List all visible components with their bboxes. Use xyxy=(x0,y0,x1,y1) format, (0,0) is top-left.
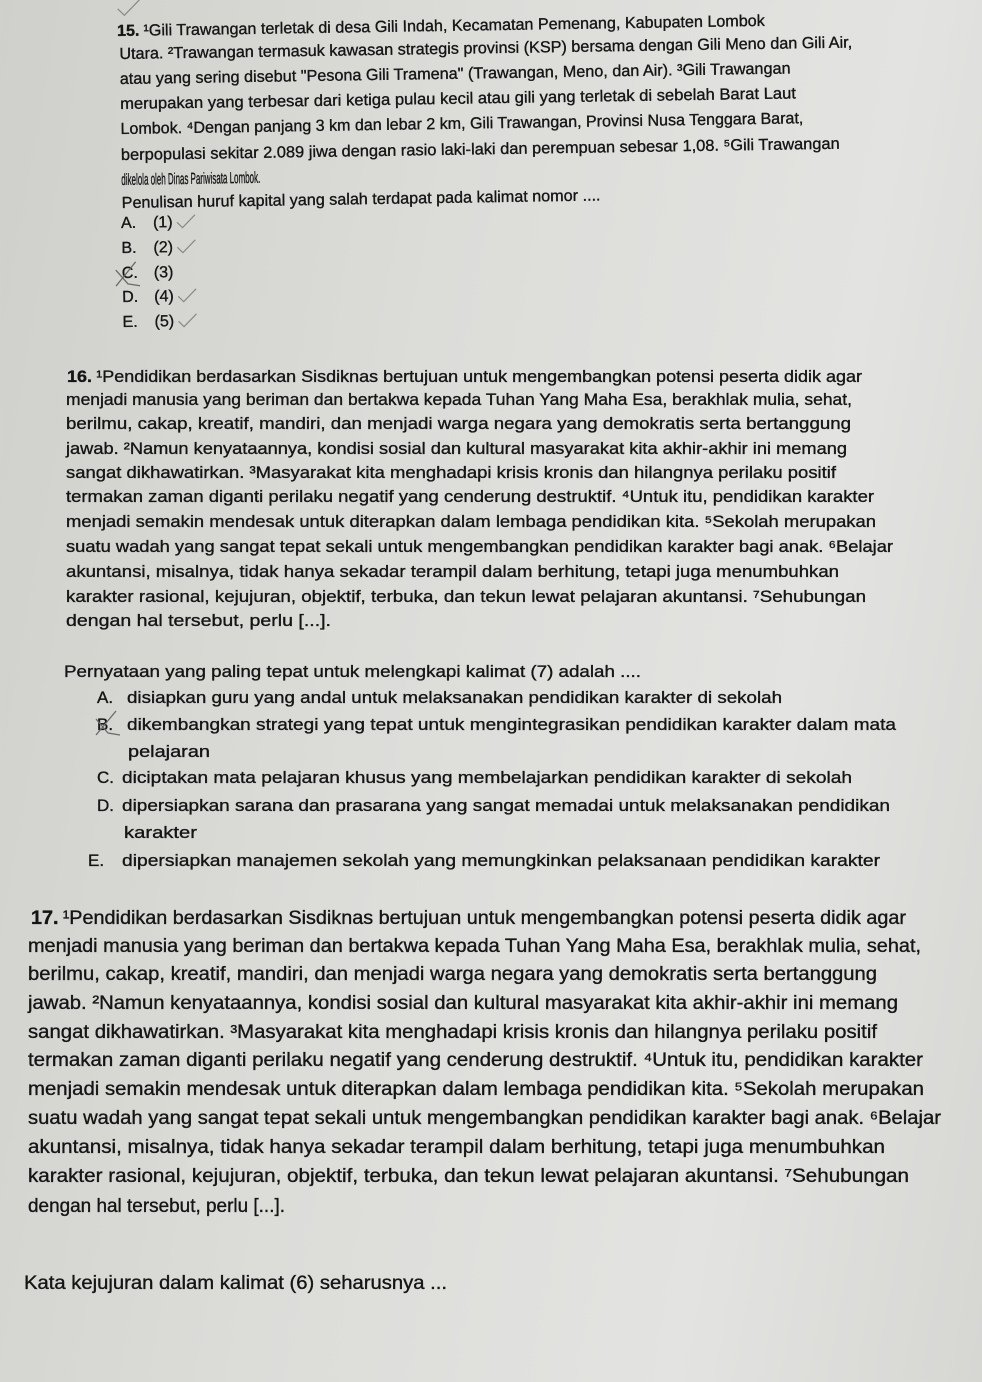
option-a xyxy=(97,689,113,706)
passage-line xyxy=(120,61,791,88)
sentence-text: jawab. ²Namun kenyataannya, kondisi sosial dan kultural masyarakat kita akhir-akhir ini memang xyxy=(66,438,848,458)
option-text: dipersiapkan manajemen sekolah yang memungkinkan pelaksanaan pendidikan karakter xyxy=(122,850,881,870)
option-text: diciptakan mata pelajaran khusus yang membelajarkan pendidikan karakter di sekolah xyxy=(122,767,852,787)
sentence-text: karakter rasional, kejujuran, objektif, terbuka, dan tekun lewat pelajaran akuntansi. ⁷Sehubungan xyxy=(66,586,867,606)
option-text: dikembangkan strategi yang tepat untuk mengintegrasikan pendidikan karakter dalam mata xyxy=(127,714,896,734)
option-b xyxy=(121,241,136,257)
sentence-text: berpopulasi sekitar 2.089 jiwa dengan rasio laki-laki dan perempuan sebesar 1,08. ⁵Gili Trawangan xyxy=(120,135,840,164)
passage-line xyxy=(28,1109,941,1128)
option-text: karakter xyxy=(124,822,197,842)
passage-line xyxy=(66,440,847,457)
passage-line xyxy=(120,111,803,138)
sentence-text: dengan hal tersebut, perlu [...]. xyxy=(66,610,331,630)
sentence-text: suatu wadah yang sangat tepat sekali untuk mengembangkan pendidikan karakter bagi anak. ⁶Belajar xyxy=(66,536,893,556)
cross-mark-icon xyxy=(94,711,122,737)
cross-mark-icon xyxy=(114,262,142,288)
passage-line xyxy=(120,86,796,113)
passage-line xyxy=(28,1138,885,1157)
option-e xyxy=(122,315,137,331)
option-text-a xyxy=(127,689,782,706)
option-text-b xyxy=(153,240,173,256)
sentence-text: menjadi manusia yang beriman dan bertakwa kepada Tuhan Yang Maha Esa, berakhlak mulia, sehat, xyxy=(66,389,852,409)
option-text-d xyxy=(154,289,174,305)
option-e xyxy=(88,852,104,869)
sentence-text: termakan zaman diganti perilaku negatif yang cenderung destruktif. ⁴Untuk itu, pendidikan karakter xyxy=(28,1049,924,1071)
option-text: (3) xyxy=(153,264,174,282)
passage-line xyxy=(31,909,906,928)
checkmark-icon xyxy=(178,289,196,302)
passage-line xyxy=(66,415,851,432)
sentence-text: termakan zaman diganti perilaku negatif yang cenderung destruktif. ⁴Untuk itu, pendidikan karakter xyxy=(66,486,874,506)
option-text: (2) xyxy=(153,239,174,257)
passage-line xyxy=(67,368,862,385)
sentence-text: sangat dikhawatirkan. ³Masyarakat kita menghadapi krisis kronis dan hilangnya perilaku positif xyxy=(66,462,836,482)
question-15 xyxy=(0,0,982,342)
option-letter: A. xyxy=(120,214,137,233)
passage-line xyxy=(117,14,765,40)
sentence-text: berilmu, cakap, kreatif, mandiri, dan menjadi warga negara yang demokratis serta bertanggung xyxy=(28,963,877,985)
passage-line xyxy=(121,137,840,164)
question-number: 16. xyxy=(67,366,93,386)
option-c xyxy=(97,769,114,786)
option-letter: B. xyxy=(97,714,114,734)
checkmark-icon xyxy=(177,240,195,253)
sentence-text: Utara. ²Trawangan termasuk kawasan strategis provinsi (KSP) bersama dengan Gili Meno dan Gili Air, xyxy=(119,34,853,64)
passage-line xyxy=(28,994,898,1013)
sentence-text: menjadi manusia yang beriman dan bertakwa kepada Tuhan Yang Maha Esa, berakhlak mulia, sehat, xyxy=(28,935,921,957)
option-letter: D. xyxy=(97,795,114,815)
sentence-text: akuntansi, misalnya, tidak hanya sekadar terampil dalam berhitung, tetapi juga menumbuhkan xyxy=(28,1136,885,1158)
passage-line xyxy=(66,538,893,555)
option-text: (5) xyxy=(154,313,175,331)
sentence-text: menjadi semakin mendesak untuk diterapkan dalam lembaga pendidikan kita. ⁵Sekolah merupakan xyxy=(66,511,877,531)
question-prompt: Kata kejujuran dalam kalimat (6) seharusnya ... xyxy=(24,1272,447,1294)
sentence-text: ¹Pendidikan berdasarkan Sisdiknas bertujuan untuk mengembangkan potensi peserta didik agar xyxy=(62,907,907,929)
sentence-text: akuntansi, misalnya, tidak hanya sekadar terampil dalam berhitung, tetapi juga menumbuhkan xyxy=(66,561,839,581)
checkmark-icon xyxy=(118,0,140,15)
sentence-text: Lombok. ⁴Dengan panjang 3 km dan lebar 2 km, Gili Trawangan, Provinsi Nusa Tenggara Barat, xyxy=(120,110,804,139)
passage-line xyxy=(66,563,839,580)
passage-line xyxy=(28,1051,923,1070)
option-letter: C. xyxy=(121,264,138,283)
passage-line xyxy=(28,1167,909,1186)
passage-line xyxy=(66,513,876,530)
option-a xyxy=(121,216,136,232)
sentence-text: sangat dikhawatirkan. ³Masyarakat kita menghadapi krisis kronis dan hilangnya perilaku positif xyxy=(28,1021,878,1043)
option-letter: C. xyxy=(97,767,114,787)
sentence-text: merupakan yang terbesar dari ketiga pulau kecil atau gili yang terletak di sebelah Barat Laut xyxy=(120,85,797,114)
option-text: pelajaran xyxy=(128,741,210,761)
passage-line xyxy=(66,588,866,605)
passage-line xyxy=(121,171,260,189)
option-letter: D. xyxy=(122,288,139,306)
checkmark-icon xyxy=(178,314,196,327)
option-text-e xyxy=(122,852,880,869)
sentence-text: suatu wadah yang sangat tepat sekali untuk mengembangkan pendidikan karakter bagi anak. ⁶Belajar xyxy=(28,1107,942,1129)
passage-line xyxy=(28,1023,877,1042)
passage-line xyxy=(28,1080,924,1099)
passage-line xyxy=(28,965,877,984)
option-text: dipersiapkan sarana dan prasarana yang sangat memadai untuk melaksanakan pendidikan xyxy=(122,795,891,815)
option-d xyxy=(97,797,114,814)
option-text: disiapkan guru yang andal untuk melaksanakan pendidikan karakter di sekolah xyxy=(127,687,782,707)
passage-line xyxy=(66,488,874,505)
sentence-text: karakter rasional, kejujuran, objektif, terbuka, dan tekun lewat pelajaran akuntansi. ⁷Sehubungan xyxy=(28,1165,909,1187)
question-prompt-line xyxy=(64,663,641,680)
option-text-a xyxy=(153,215,173,231)
question-prompt-line xyxy=(122,188,601,212)
option-text-d xyxy=(124,824,197,841)
passage-line xyxy=(28,1197,285,1216)
question-number: 17. xyxy=(31,907,59,929)
checkmark-icon xyxy=(177,215,195,228)
passage-line xyxy=(66,612,331,629)
sentence-text: dikelola oleh Dinas Pariwisata Lombok. xyxy=(121,169,261,189)
sentence-text: menjadi semakin mendesak untuk diterapkan dalam lembaga pendidikan kita. ⁵Sekolah merupakan xyxy=(28,1078,924,1100)
option-d xyxy=(122,290,138,306)
option-text-d xyxy=(122,797,890,814)
option-letter: E. xyxy=(122,313,138,331)
option-text: (4) xyxy=(154,288,174,306)
question-prompt-line xyxy=(24,1274,447,1293)
option-text-b xyxy=(127,716,896,733)
option-text-b xyxy=(128,743,210,760)
option-letter: E. xyxy=(88,850,105,870)
question-number: 15. xyxy=(116,22,140,41)
question-prompt: Pernyataan yang paling tepat untuk melengkapi kalimat (7) adalah .... xyxy=(64,661,641,681)
passage-line xyxy=(66,391,852,408)
passage-line xyxy=(66,464,836,481)
option-text-c xyxy=(122,769,852,786)
sentence-text: jawab. ²Namun kenyataannya, kondisi sosial dan kultural masyarakat kita akhir-akhir ini memang xyxy=(28,992,899,1014)
sentence-text: ¹Pendidikan berdasarkan Sisdiknas bertujuan untuk mengembangkan potensi peserta didik agar xyxy=(96,366,863,386)
question-prompt: Penulisan huruf kapital yang salah terdapat pada kalimat nomor .... xyxy=(121,187,601,212)
option-letter: B. xyxy=(121,239,137,258)
option-text: (1) xyxy=(152,214,173,232)
sentence-text: dengan hal tersebut, perlu [...]. xyxy=(28,1195,285,1217)
option-text-c xyxy=(154,265,174,281)
option-letter: A. xyxy=(97,687,114,707)
sentence-text: ¹Gili Trawangan terletak di desa Gili Indah, Kecamatan Pemenang, Kabupaten Lombok xyxy=(143,12,765,40)
sentence-text: atau yang sering disebut "Pesona Gili Tramena" (Trawangan, Meno, dan Air). ³Gili Trawangan xyxy=(119,60,791,89)
passage-line xyxy=(28,937,921,956)
passage-line xyxy=(119,36,852,64)
option-text-e xyxy=(154,314,174,330)
sentence-text: berilmu, cakap, kreatif, mandiri, dan menjadi warga negara yang demokratis serta bertanggung xyxy=(66,413,851,433)
